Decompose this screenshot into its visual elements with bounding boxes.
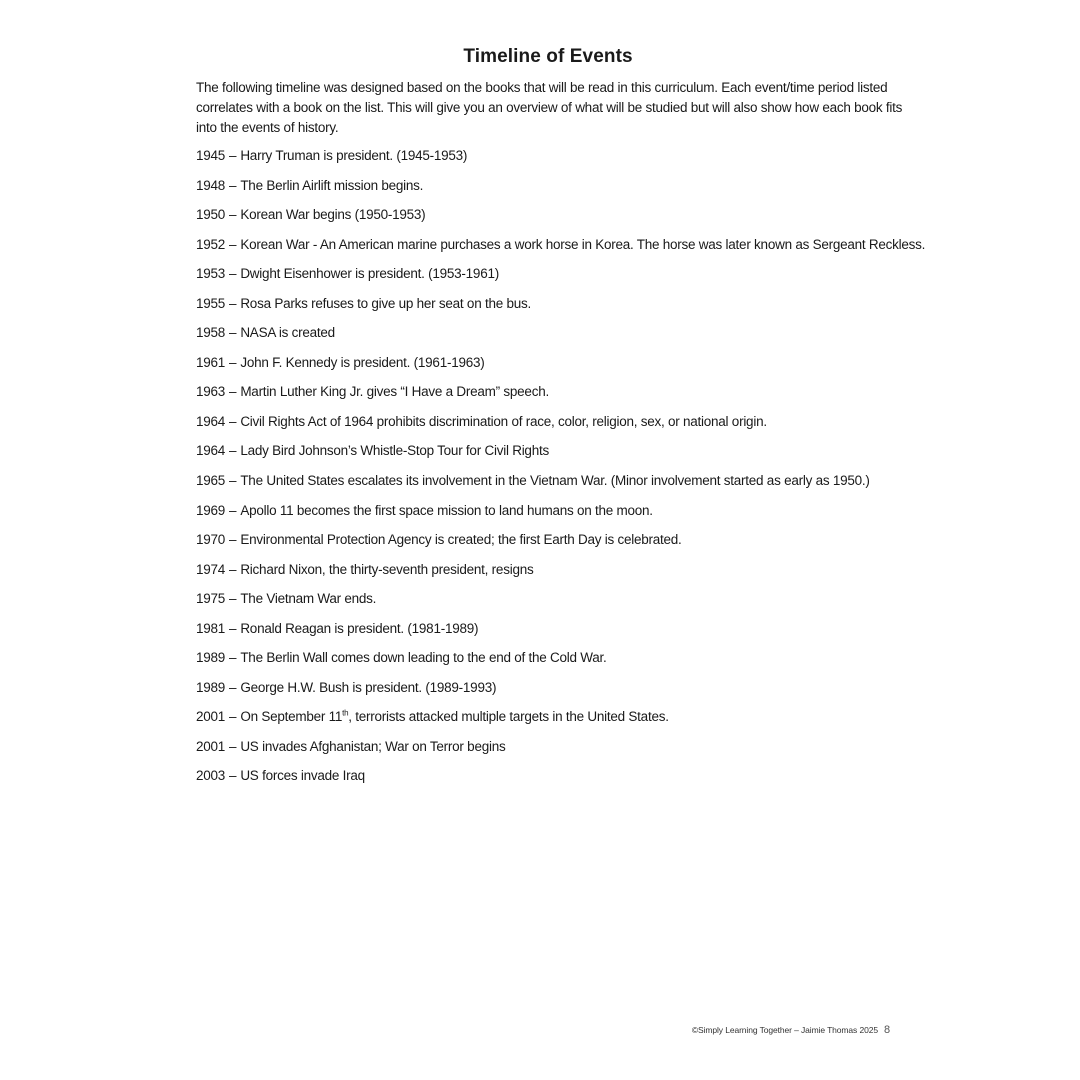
event-description: The Berlin Wall comes down leading to the end of the Cold War. (240, 650, 607, 666)
timeline-item (196, 323, 916, 353)
event-year: 1975 (196, 591, 226, 607)
event-year: 2001 (196, 709, 226, 725)
event-description: The United States escalates its involvement in the Vietnam War. (Minor involvement started as early as 1950.) (240, 473, 870, 489)
timeline-item (196, 353, 916, 383)
event-separator: – (229, 413, 237, 429)
event-description: The Berlin Airlift mission begins. (240, 177, 424, 193)
event-year: 1970 (196, 532, 226, 548)
event-year: 1964 (196, 443, 226, 459)
event-separator: – (229, 443, 237, 459)
timeline-item (196, 619, 916, 649)
event-separator: – (229, 650, 237, 666)
event-separator: – (229, 354, 237, 370)
event-description: Dwight Eisenhower is president. (1953-1961) (240, 266, 499, 282)
timeline-item (196, 589, 916, 619)
timeline-item (196, 264, 916, 294)
event-description: Korean War - An American marine purchases a work horse in Korea. The horse was later known as Sergeant Reckless. (240, 236, 926, 252)
ordinal-suffix: th (342, 708, 349, 718)
event-description: Lady Bird Johnson’s Whistle-Stop Tour for Civil Rights (240, 443, 549, 459)
event-year: 1989 (196, 650, 226, 666)
timeline-item (196, 707, 916, 737)
event-text-part: , terrorists attacked multiple targets in the United States. (348, 709, 669, 725)
event-year: 1955 (196, 295, 226, 311)
event-separator: – (229, 620, 237, 636)
timeline-item (196, 235, 926, 265)
event-separator: – (229, 266, 237, 282)
timeline-item (196, 648, 916, 678)
timeline-item (196, 560, 916, 590)
event-description: Apollo 11 becomes the first space mission to land humans on the moon. (240, 502, 653, 518)
timeline-item (196, 294, 916, 324)
timeline-item (196, 766, 916, 796)
event-description: US forces invade Iraq (240, 768, 365, 784)
event-separator: – (229, 561, 237, 577)
event-description: The Vietnam War ends. (240, 591, 377, 607)
event-year: 1952 (196, 236, 226, 252)
timeline-item (196, 146, 916, 176)
event-separator: – (229, 502, 237, 518)
event-separator: – (229, 473, 237, 489)
timeline-item (196, 382, 916, 412)
event-separator: – (229, 384, 237, 400)
intro-paragraph: The following timeline was designed based on the books that will be read in this curriculum. Each event/time period listed correlates with a book on the list. This will give you an overview of what will be studied but will also show how each book fits into the events of history. (196, 80, 903, 135)
event-year: 2001 (196, 738, 226, 754)
event-description: Civil Rights Act of 1964 prohibits discrimination of race, color, religion, sex, or national origin. (240, 413, 767, 429)
event-year: 1974 (196, 561, 226, 577)
event-description: Richard Nixon, the thirty-seventh president, resigns (240, 561, 534, 577)
event-description: Martin Luther King Jr. gives “I Have a Dream” speech. (240, 384, 549, 400)
event-year: 1945 (196, 148, 226, 163)
event-year: 1964 (196, 413, 226, 429)
event-description: Harry Truman is president. (1945-1953) (240, 148, 468, 163)
event-separator: – (229, 236, 237, 252)
event-year: 2003 (196, 768, 226, 784)
event-text-part: On September 11 (240, 709, 343, 725)
event-description: Ronald Reagan is president. (1981-1989) (240, 620, 479, 636)
event-year: 1953 (196, 266, 226, 282)
event-description: NASA is created (240, 325, 335, 341)
event-description: Korean War begins (1950-1953) (240, 207, 426, 223)
timeline-item (196, 205, 916, 235)
footer-copyright: ©Simply Learning Together – Jaimie Thomas 2025 (691, 1025, 878, 1035)
event-separator: – (229, 591, 237, 607)
event-separator: – (229, 738, 237, 754)
event-description: John F. Kennedy is president. (1961-1963) (240, 354, 485, 370)
event-separator: – (229, 679, 237, 695)
timeline-item (196, 501, 916, 531)
page-footer (600, 1024, 890, 1036)
timeline-item (196, 412, 916, 442)
event-year: 1965 (196, 473, 226, 489)
event-separator: – (229, 325, 237, 341)
event-year: 1958 (196, 325, 226, 341)
event-separator: – (229, 148, 237, 163)
event-year: 1989 (196, 679, 226, 695)
event-description: Environmental Protection Agency is created; the first Earth Day is celebrated. (240, 532, 682, 548)
timeline-item (196, 441, 916, 471)
event-year: 1950 (196, 207, 226, 223)
event-separator: – (229, 177, 237, 193)
event-year: 1961 (196, 354, 226, 370)
timeline-item (196, 530, 916, 560)
timeline-item (196, 737, 916, 767)
timeline-list (196, 146, 926, 796)
timeline-item (196, 176, 916, 206)
timeline-item (196, 678, 916, 708)
event-year: 1948 (196, 177, 226, 193)
event-description: US invades Afghanistan; War on Terror begins (240, 738, 506, 754)
event-description: Rosa Parks refuses to give up her seat on the bus. (240, 295, 531, 311)
event-separator: – (229, 768, 237, 784)
event-separator: – (229, 709, 237, 725)
event-description (240, 709, 668, 724)
timeline-item (196, 471, 916, 501)
event-separator: – (229, 295, 237, 311)
event-separator: – (229, 207, 237, 223)
event-description: George H.W. Bush is president. (1989-1993) (240, 679, 497, 695)
event-separator: – (229, 532, 237, 548)
page-title: Timeline of Events (463, 46, 633, 67)
event-year: 1969 (196, 502, 226, 518)
event-year: 1981 (196, 620, 226, 636)
event-year: 1963 (196, 384, 226, 400)
page-number: 8 (883, 1024, 890, 1036)
